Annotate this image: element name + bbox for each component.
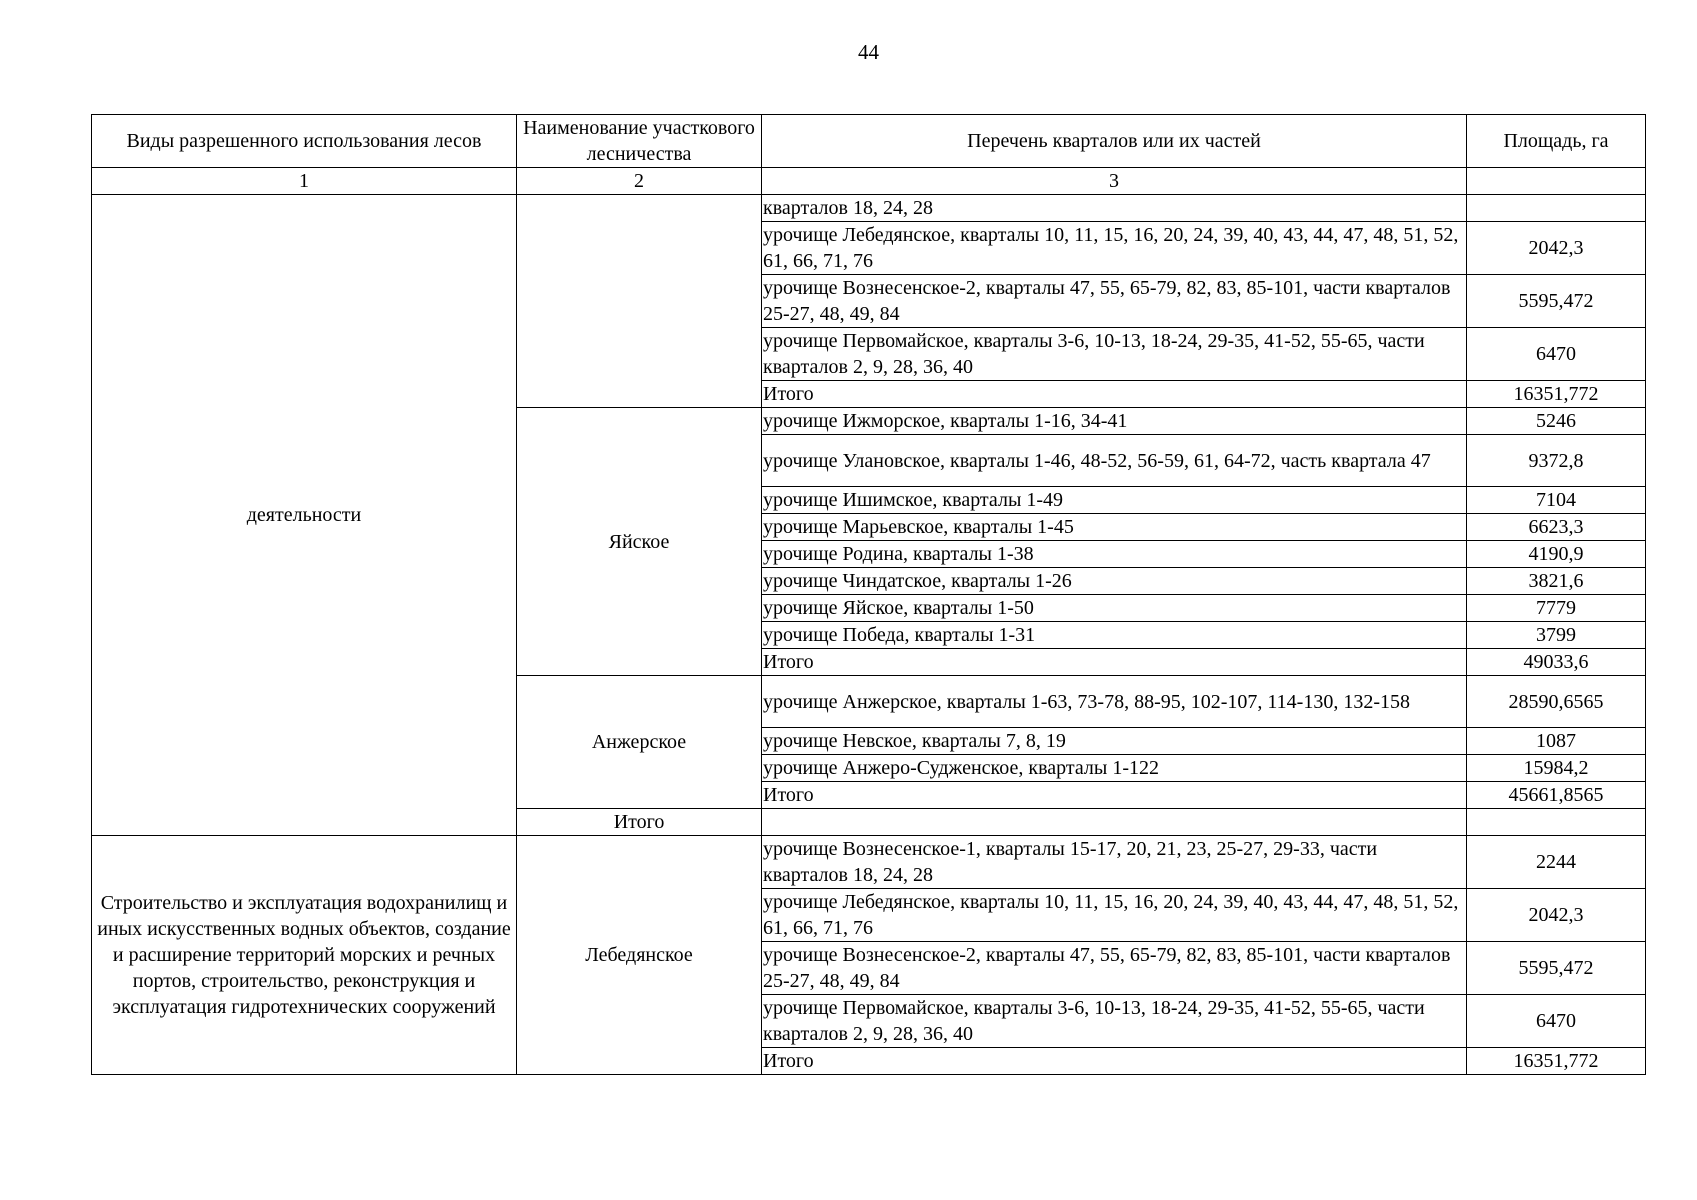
- empty-cell: [1467, 809, 1646, 836]
- total-label: Итого: [517, 809, 762, 836]
- table-header-row: [92, 115, 1646, 168]
- subtotal-label: Итого: [762, 381, 1467, 408]
- quarters-cell: урочище Ижморское, кварталы 1-16, 34-41: [762, 408, 1467, 435]
- area-cell: 2042,3: [1467, 222, 1646, 275]
- quarters-cell: урочище Лебедянское, кварталы 10, 11, 15, 16, 20, 24, 39, 40, 43, 44, 47, 48, 51, 52, 61, 66, 71, 76: [762, 222, 1467, 275]
- quarters-cell: урочище Лебедянское, кварталы 10, 11, 15, 16, 20, 24, 39, 40, 43, 44, 47, 48, 51, 52, 61, 66, 71, 76: [762, 889, 1467, 942]
- area-cell: 9372,8: [1467, 435, 1646, 487]
- column-number: 2: [517, 168, 762, 195]
- header-area: Площадь, га: [1467, 115, 1646, 168]
- subtotal-area: 16351,772: [1467, 381, 1646, 408]
- column-number: 3: [762, 168, 1467, 195]
- subtotal-area: 16351,772: [1467, 1048, 1646, 1075]
- quarters-cell: урочище Первомайское, кварталы 3-6, 10-13, 18-24, 29-35, 41-52, 55-65, части кварталов 2, 9, 28, 36, 40: [762, 995, 1467, 1048]
- header-quarters: Перечень кварталов или их частей: [762, 115, 1467, 168]
- quarters-cell: урочище Невское, кварталы 7, 8, 19: [762, 728, 1467, 755]
- use-type-cell: Строительство и эксплуатация водохранилищ и иных искусственных водных объектов, создание и расширение территорий морских и речных портов, строительство, реконструкция и эксплуатация гидротехнических сооружений: [92, 836, 517, 1075]
- empty-cell: [762, 809, 1467, 836]
- area-cell: 2042,3: [1467, 889, 1646, 942]
- column-number: 1: [92, 168, 517, 195]
- use-type-cell: деятельности: [92, 195, 517, 836]
- quarters-cell: урочище Вознесенское-1, кварталы 15-17, 20, 21, 23, 25-27, 29-33, части кварталов 18, 24, 28: [762, 836, 1467, 889]
- subtotal-area: 49033,6: [1467, 649, 1646, 676]
- quarters-cell: урочище Победа, кварталы 1-31: [762, 622, 1467, 649]
- quarters-cell: урочище Анжерское, кварталы 1-63, 73-78, 88-95, 102-107, 114-130, 132-158: [762, 676, 1467, 728]
- area-cell: 3799: [1467, 622, 1646, 649]
- subtotal-label: Итого: [762, 649, 1467, 676]
- area-cell: 5246: [1467, 408, 1646, 435]
- area-cell: 1087: [1467, 728, 1646, 755]
- header-forestry: Наименование участкового лесничества: [517, 115, 762, 168]
- forestry-cell: Яйское: [517, 408, 762, 676]
- subtotal-area: 45661,8565: [1467, 782, 1646, 809]
- quarters-cell: урочище Чиндатское, кварталы 1-26: [762, 568, 1467, 595]
- area-cell: [1467, 195, 1646, 222]
- quarters-cell: урочище Первомайское, кварталы 3-6, 10-13, 18-24, 29-35, 41-52, 55-65, части кварталов 2, 9, 28, 36, 40: [762, 328, 1467, 381]
- area-cell: 28590,6565: [1467, 676, 1646, 728]
- area-cell: 5595,472: [1467, 275, 1646, 328]
- quarters-cell: урочище Улановское, кварталы 1-46, 48-52, 56-59, 61, 64-72, часть квартала 47: [762, 435, 1467, 487]
- area-cell: 6470: [1467, 995, 1646, 1048]
- area-cell: 7104: [1467, 487, 1646, 514]
- forestry-cell: [517, 195, 762, 408]
- column-number-row: [92, 168, 1646, 195]
- quarters-cell: урочище Родина, кварталы 1-38: [762, 541, 1467, 568]
- quarters-cell: урочище Яйское, кварталы 1-50: [762, 595, 1467, 622]
- table-row: [92, 195, 1646, 222]
- quarters-cell: кварталов 18, 24, 28: [762, 195, 1467, 222]
- area-cell: 15984,2: [1467, 755, 1646, 782]
- area-cell: 3821,6: [1467, 568, 1646, 595]
- area-cell: 2244: [1467, 836, 1646, 889]
- quarters-cell: урочище Вознесенское-2, кварталы 47, 55, 65-79, 82, 83, 85-101, части кварталов 25-27, 48, 49, 84: [762, 275, 1467, 328]
- page-number: 44: [858, 40, 879, 64]
- area-cell: 6470: [1467, 328, 1646, 381]
- subtotal-label: Итого: [762, 1048, 1467, 1075]
- quarters-cell: урочище Вознесенское-2, кварталы 47, 55, 65-79, 82, 83, 85-101, части кварталов 25-27, 48, 49, 84: [762, 942, 1467, 995]
- subtotal-label: Итого: [762, 782, 1467, 809]
- quarters-cell: урочище Ишимское, кварталы 1-49: [762, 487, 1467, 514]
- area-cell: 4190,9: [1467, 541, 1646, 568]
- area-cell: 5595,472: [1467, 942, 1646, 995]
- forestry-cell: Лебедянское: [517, 836, 762, 1075]
- area-cell: 7779: [1467, 595, 1646, 622]
- forestry-cell: Анжерское: [517, 676, 762, 809]
- forest-use-table: [91, 114, 1646, 1075]
- quarters-cell: урочище Анжеро-Судженское, кварталы 1-122: [762, 755, 1467, 782]
- header-use-type: Виды разрешенного использования лесов: [92, 115, 517, 168]
- quarters-cell: урочище Марьевское, кварталы 1-45: [762, 514, 1467, 541]
- area-cell: 6623,3: [1467, 514, 1646, 541]
- column-number: [1467, 168, 1646, 195]
- table-row: [92, 836, 1646, 889]
